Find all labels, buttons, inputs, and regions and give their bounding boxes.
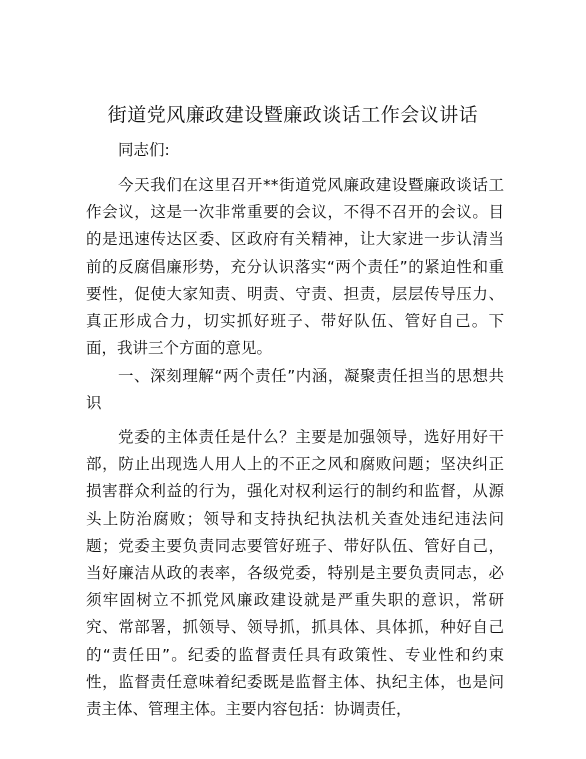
document-title: 街道党风廉政建设暨廉政谈话工作会议讲话 — [107, 104, 479, 126]
salutation: 同志们: — [118, 141, 170, 159]
section-heading-1: 一、深刻理解“两个责任”内涵，凝聚责任担当的思想共识 — [86, 367, 504, 413]
paragraph-opening: 今天我们在这里召开**街道党风廉政建设暨廉政谈话工作会议，这是一次非常重要的会议，不得不召开的会议。目的是迅速传达区委、区政府有关精神，让大家进一步认清当前的反腐倡廉形势，充分认识落实“两个责任”的紧迫性和重要性，促使大家知责、明责、守责、担责，层层传导压力、真正形成合力，切实抓好班子、带好队伍、管好自己。下面，我讲三个方面的意见。 — [86, 176, 504, 358]
paragraph-section-1: 党委的主体责任是什么？主要是加强领导，选好用好干部，防止出现选人用人上的不正之风和腐败问题；坚决纠正损害群众利益的行为，强化对权利运行的制约和监督，从源头上防治腐败；领导和支持执纪执法机关查处违纪违法问题；党委主要负责同志要管好班子、带好队伍、管好自己，当好廉洁从政的表率，各级党委，特别是主要负责同志，必须牢固树立不抓党风廉政建设就是严重失职的意识，常研究、常部署，抓领导、领导抓，抓具体、具体抓，种好自己的“责任田”。纪委的监督责任具有政策性、专业性和约束性，监督责任意味着纪委既是监督主体、执纪主体，也是问责主体、管理主体。主要内容包括：协调责任， — [86, 428, 504, 719]
